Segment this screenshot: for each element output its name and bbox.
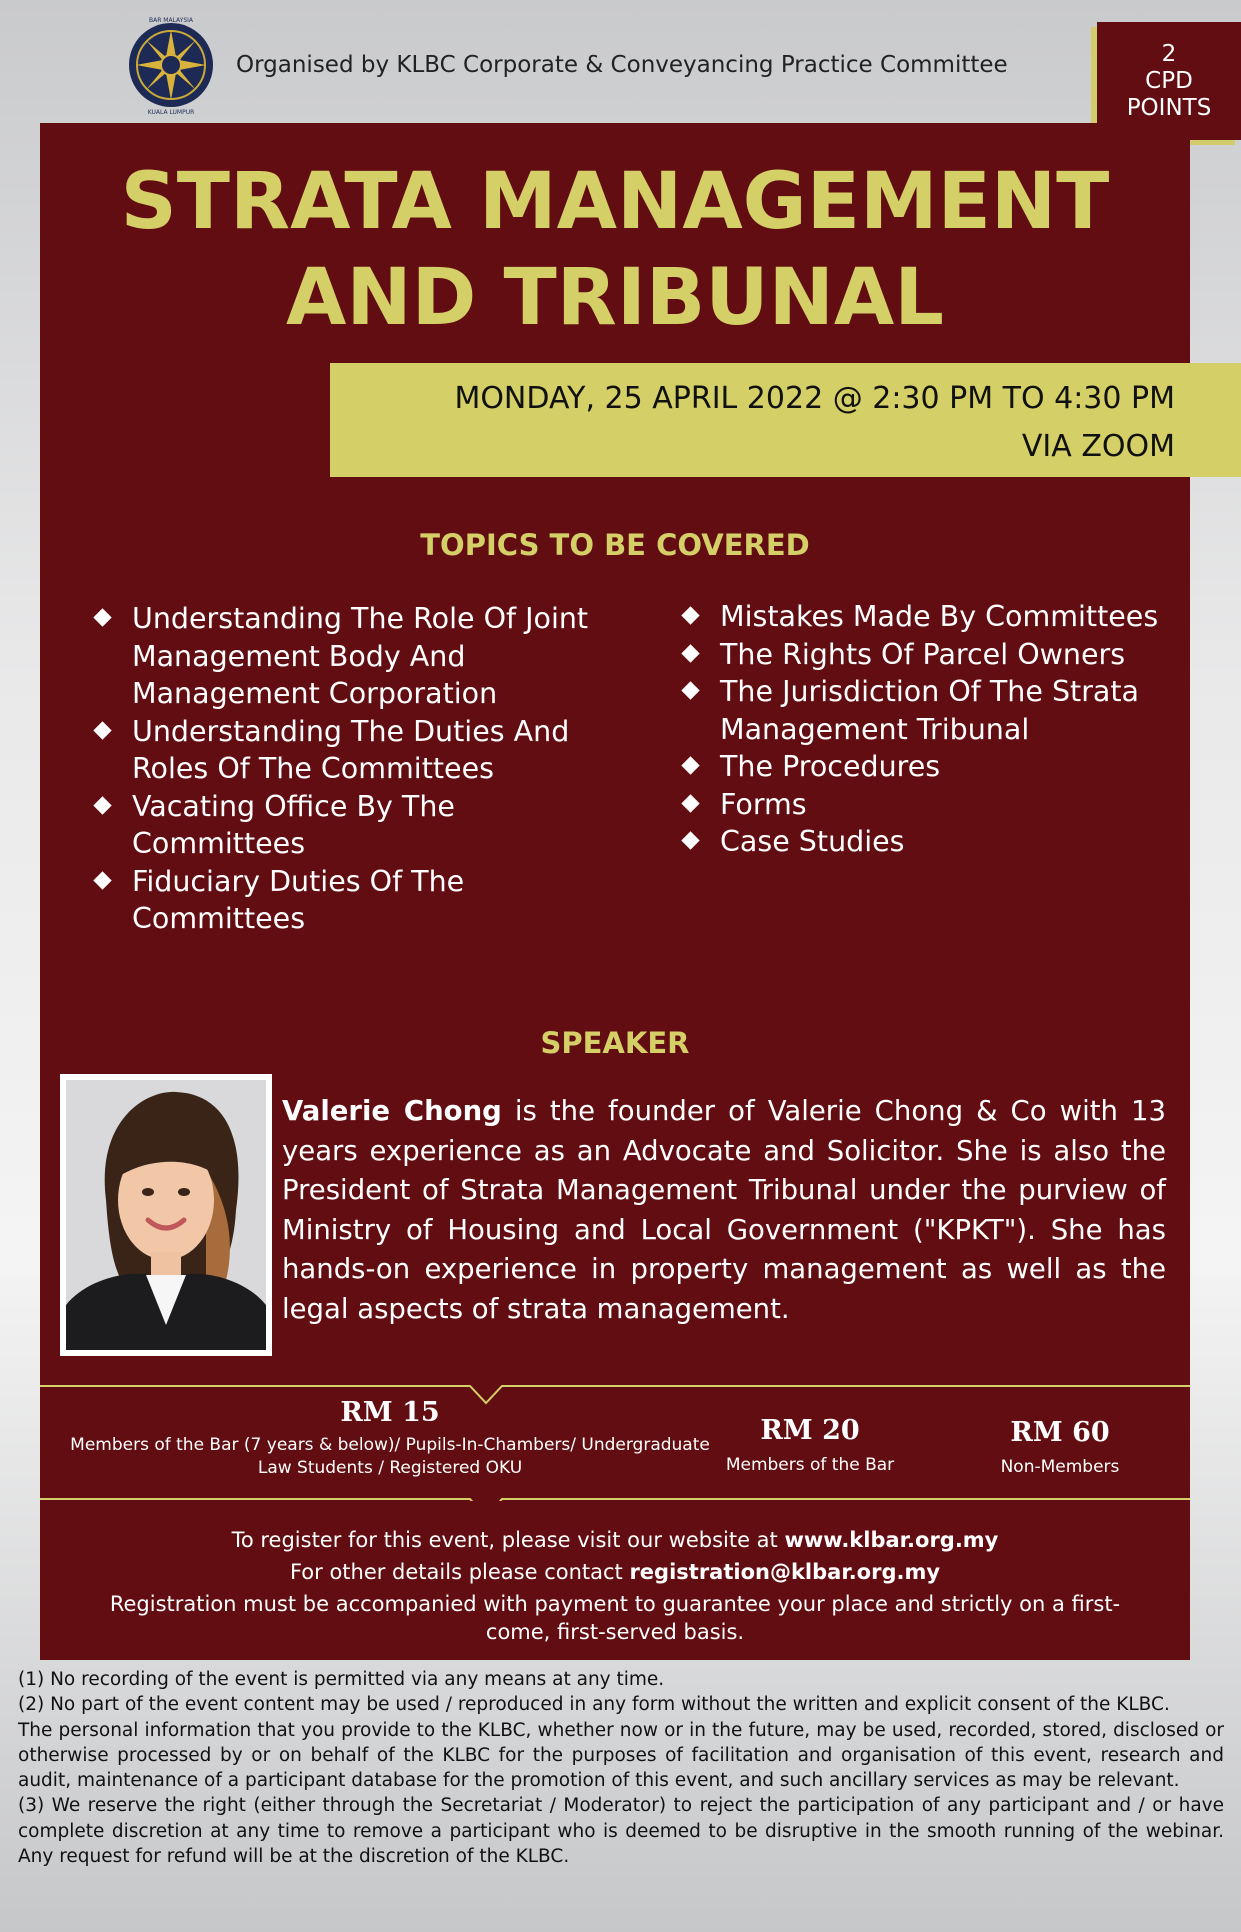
topic-item: Mistakes Made By Committees bbox=[682, 598, 1182, 636]
website-link[interactable]: www.klbar.org.my bbox=[784, 1528, 999, 1552]
speaker-heading: SPEAKER bbox=[540, 1026, 690, 1060]
disclaimer-3: (3) We reserve the right (either through the Secretariat / Moderator) to reject the participation of any participant and / or have complete discretion at any time to remove a participant who is deemed to be disruptive in the smooth running of the webinar. Any request for refund will be at the discretion of the KLBC. bbox=[18, 1795, 1224, 1868]
event-title bbox=[40, 155, 1190, 345]
register-line3: Registration must be accompanied with payment to guarantee your place and strictly on a first-come, first-served basis. bbox=[109, 1592, 1121, 1644]
topic-item: The Rights Of Parcel Owners bbox=[682, 636, 1182, 674]
cpd-label: CPD bbox=[1145, 67, 1193, 94]
date-band bbox=[330, 363, 1241, 477]
topic-item: Vacating Office By The Committees bbox=[94, 788, 614, 863]
cpd-points-number: 2 bbox=[1161, 40, 1177, 67]
organiser-text: Organised by KLBC Corporate & Conveyancing Practice Committee bbox=[236, 52, 1008, 78]
event-datetime: MONDAY, 25 APRIL 2022 @ 2:30 PM TO 4:30 PM bbox=[454, 381, 1175, 416]
price-label: Non-Members bbox=[1000, 1457, 1120, 1477]
speaker-bio bbox=[282, 1092, 1166, 1329]
register-line2: For other details please contact registration@klbar.org.my bbox=[289, 1560, 941, 1584]
diamond-bullet-icon bbox=[93, 608, 111, 626]
topic-item: Fiduciary Duties Of The Committees bbox=[94, 863, 614, 938]
footer-disclaimer bbox=[18, 1667, 1224, 1869]
event-venue: VIA ZOOM bbox=[1021, 429, 1175, 464]
diamond-bullet-icon bbox=[681, 681, 699, 699]
diamond-bullet-icon bbox=[681, 606, 699, 624]
bar-malaysia-crest-icon bbox=[128, 12, 214, 118]
topics-list-left bbox=[94, 600, 614, 938]
registration-info bbox=[80, 1524, 1150, 1646]
speaker-portrait-icon bbox=[66, 1080, 266, 1350]
privacy-notice: The personal information that you provide to the KLBC, whether now or in the future, may be used, recorded, stored, disclosed or otherwise processed by or on behalf of the KLBC for the purposes of facilitation and organisation of this event, research and audit, maintenance of a participant database for the promotion of this event, and such ancillary services as may be relevant. bbox=[18, 1719, 1224, 1792]
cpd-points-label: POINTS bbox=[1126, 94, 1212, 121]
topic-item: Understanding The Role Of Joint Management Body And Management Corporation bbox=[94, 600, 614, 713]
event-title-line2: AND TRIBUNAL bbox=[286, 253, 944, 343]
diamond-bullet-icon bbox=[681, 756, 699, 774]
logo-text-top: BAR MALAYSIA bbox=[148, 17, 194, 24]
event-title-line1: STRATA MANAGEMENT bbox=[120, 157, 1110, 247]
price-amount: RM 20 bbox=[760, 1415, 860, 1446]
topic-item: Understanding The Duties And Roles Of The Committees bbox=[94, 713, 614, 788]
price-rm20 bbox=[680, 1415, 940, 1477]
diamond-bullet-icon bbox=[681, 794, 699, 812]
topics-heading: TOPICS TO BE COVERED bbox=[420, 528, 810, 562]
pricing-section bbox=[40, 1385, 1190, 1501]
disclaimer-1: (1) No recording of the event is permitted via any means at any time. bbox=[18, 1669, 665, 1690]
diamond-bullet-icon bbox=[681, 644, 699, 662]
header bbox=[128, 10, 1008, 120]
speaker-name: Valerie Chong bbox=[282, 1095, 502, 1127]
topic-item: The Procedures bbox=[682, 748, 1182, 786]
logo-text-bottom: KUALA LUMPUR bbox=[147, 109, 195, 116]
diamond-bullet-icon bbox=[681, 831, 699, 849]
email-link[interactable]: registration@klbar.org.my bbox=[629, 1560, 941, 1584]
price-rm60 bbox=[950, 1417, 1170, 1479]
price-amount: RM 60 bbox=[1010, 1417, 1110, 1448]
topic-item: Case Studies bbox=[682, 823, 1182, 861]
diamond-bullet-icon bbox=[93, 721, 111, 739]
register-line1: To register for this event, please visit our website at www.klbar.org.my bbox=[231, 1528, 999, 1552]
speaker-bio-text: is the founder of Valerie Chong & Co with 13 years experience as an Advocate and Solicitor. She is also the President of Strata Management Tribunal under the purview of Ministry of Housing and Local Government ("KPKT"). She has hands-on experience in property management as well as the legal aspects of strata management. bbox=[282, 1095, 1166, 1325]
price-label: Members of the Bar (7 years & below)/ Pupils-In-Chambers/ Undergraduate Law Students / Registered OKU bbox=[70, 1435, 710, 1478]
speaker-photo bbox=[60, 1074, 272, 1356]
topics-list-right bbox=[682, 598, 1182, 861]
price-label: Members of the Bar bbox=[725, 1455, 895, 1475]
price-rm15 bbox=[60, 1397, 720, 1480]
topic-item: Forms bbox=[682, 786, 1182, 824]
price-amount: RM 15 bbox=[340, 1397, 440, 1428]
diamond-bullet-icon bbox=[93, 871, 111, 889]
disclaimer-2: (2) No part of the event content may be used / reproduced in any form without the written and explicit consent of the KLBC. bbox=[18, 1694, 1170, 1716]
diamond-bullet-icon bbox=[93, 796, 111, 814]
topic-item: The Jurisdiction Of The Strata Management Tribunal bbox=[682, 673, 1182, 748]
